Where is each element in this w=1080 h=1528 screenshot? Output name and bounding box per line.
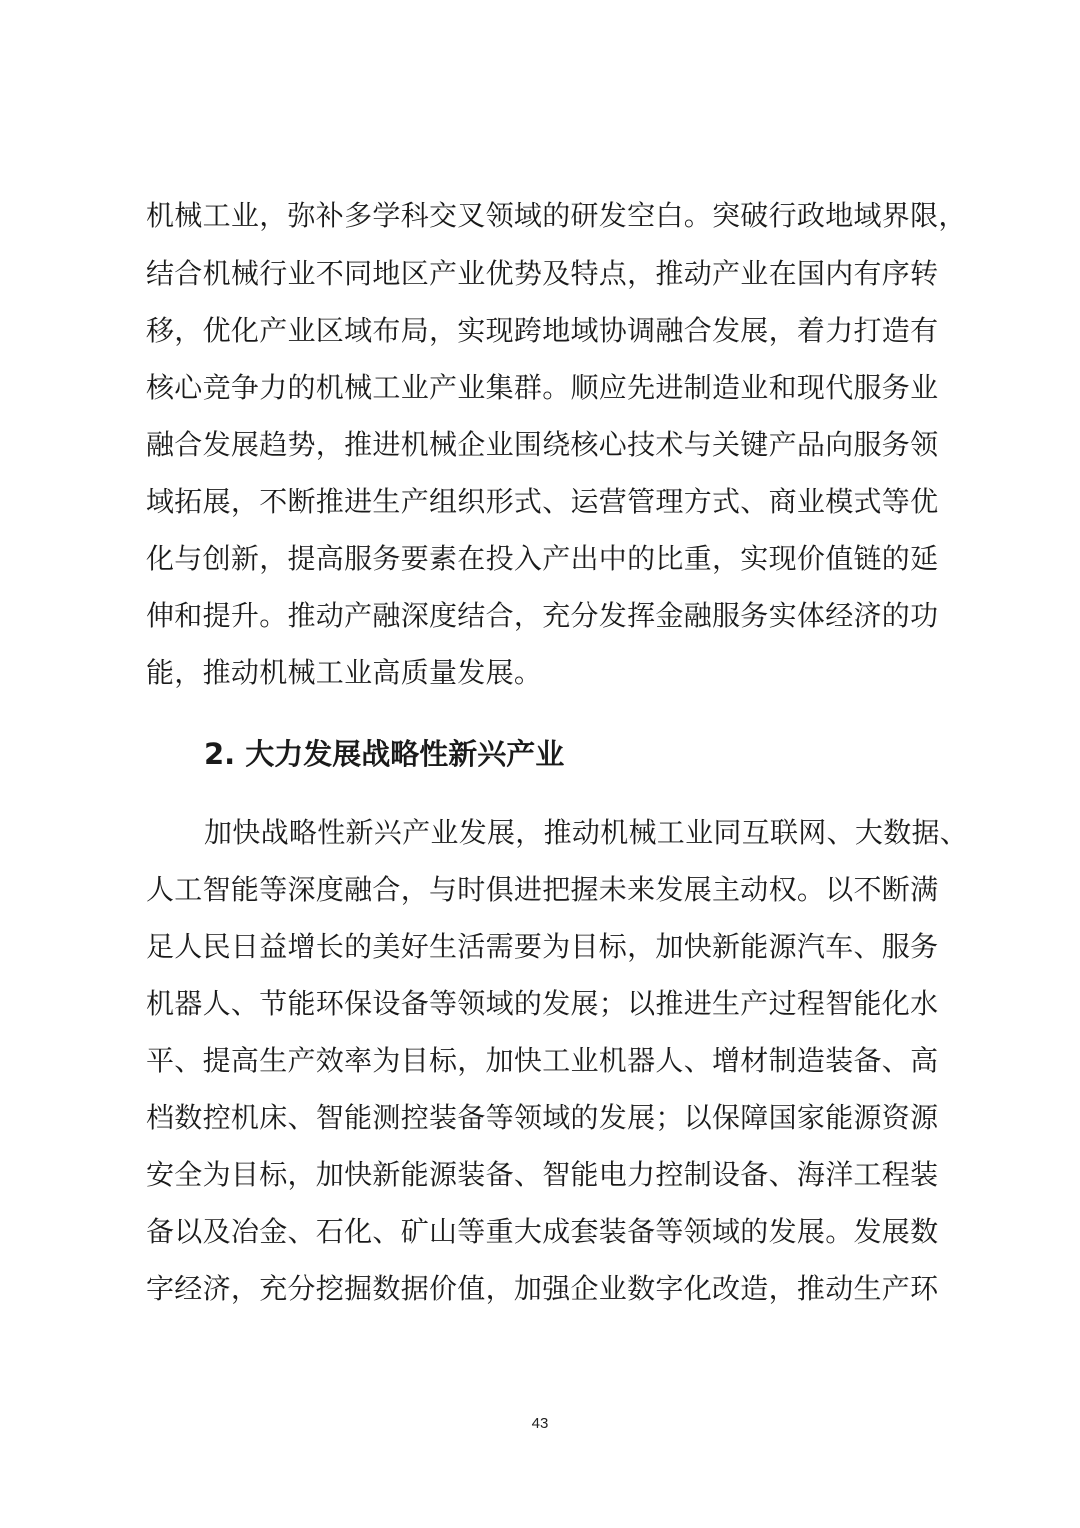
paragraph-line: 能，推动机械工业高质量发展。 <box>146 656 543 689</box>
paragraph-line: 伸和提升。推动产融深度结合，充分发挥金融服务实体经济的功 <box>146 599 939 632</box>
paragraph-line: 加快战略性新兴产业发展，推动机械工业同互联网、大数据、 <box>204 816 969 849</box>
page-number: 43 <box>531 1415 549 1432</box>
paragraph-line: 化与创新，提高服务要素在投入产出中的比重，实现价值链的延 <box>146 542 939 575</box>
section-heading: 2. 大力发展战略性新兴产业 <box>204 737 565 771</box>
paragraph-line: 移，优化产业区域布局，实现跨地域协调融合发展，着力打造有 <box>146 314 939 347</box>
paragraph-line: 机械工业，弥补多学科交叉领域的研发空白。突破行政地域界限， <box>146 199 967 232</box>
paragraph-line: 融合发展趋势，推进机械企业围绕核心技术与关键产品向服务领 <box>146 428 939 461</box>
paragraph-line: 档数控机床、智能测控装备等领域的发展；以保障国家能源资源 <box>146 1101 939 1134</box>
paragraph-line: 备以及冶金、石化、矿山等重大成套装备等领域的发展。发展数 <box>146 1215 939 1248</box>
paragraph-line: 字经济，充分挖掘数据价值，加强企业数字化改造，推动生产环 <box>146 1272 939 1305</box>
paragraph-line: 安全为目标，加快新能源装备、智能电力控制设备、海洋工程装 <box>146 1158 939 1191</box>
paragraph-line: 域拓展，不断推进生产组织形式、运营管理方式、商业模式等优 <box>146 485 939 518</box>
paragraph-line: 人工智能等深度融合，与时俱进把握未来发展主动权。以不断满 <box>146 873 939 906</box>
paragraph-line: 平、提高生产效率为目标，加快工业机器人、增材制造装备、高 <box>146 1044 939 1077</box>
paragraph-line: 核心竞争力的机械工业产业集群。顺应先进制造业和现代服务业 <box>146 371 939 404</box>
paragraph-line: 结合机械行业不同地区产业优势及特点，推动产业在国内有序转 <box>146 257 939 290</box>
paragraph-line: 机器人、节能环保设备等领域的发展；以推进生产过程智能化水 <box>146 987 939 1020</box>
paragraph-line: 足人民日益增长的美好生活需要为目标，加快新能源汽车、服务 <box>146 930 939 963</box>
